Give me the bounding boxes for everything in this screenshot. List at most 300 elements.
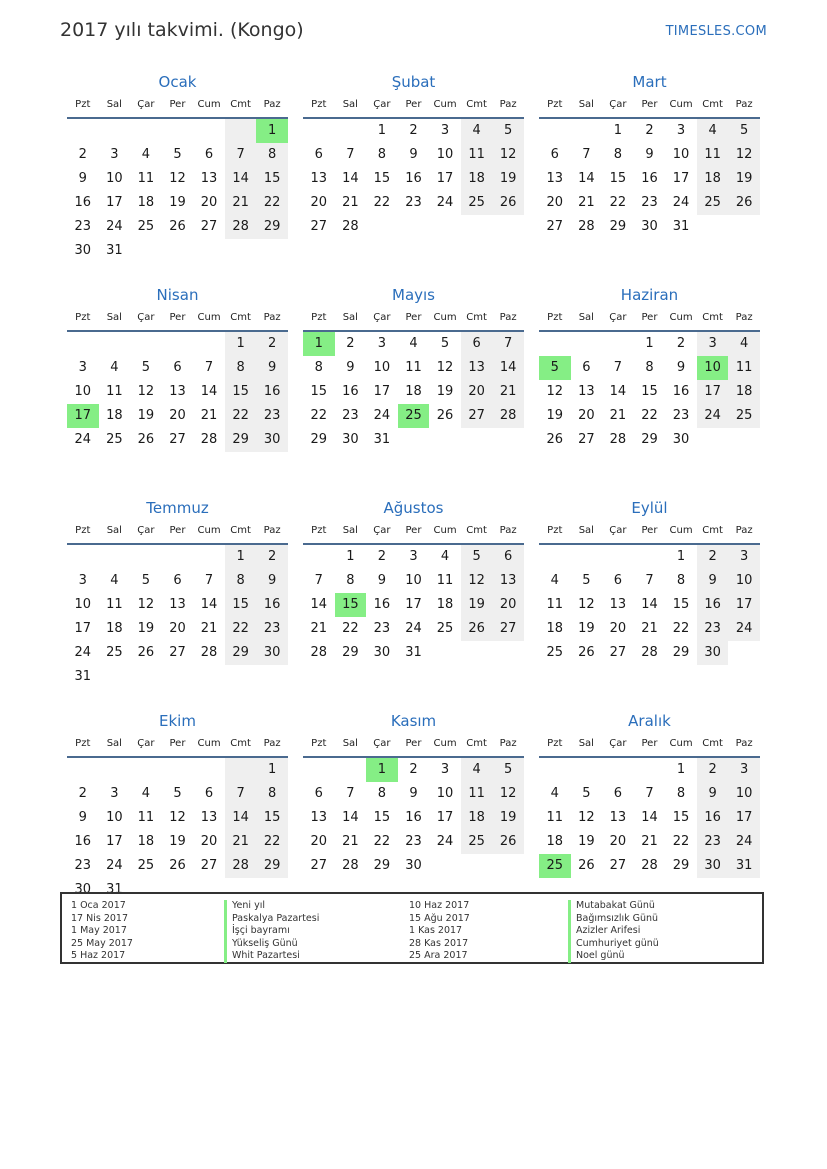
day-cell: 12	[546, 384, 564, 399]
weekday-label: Pzt	[547, 99, 563, 110]
day-cell: 19	[436, 384, 454, 399]
empty-cell	[303, 545, 335, 569]
day-cell: 31	[106, 243, 123, 258]
day-cell: 30	[641, 219, 658, 234]
day-cell: 20	[609, 621, 627, 636]
empty-cell	[634, 545, 666, 569]
day-cell: 19	[578, 834, 595, 849]
month-name: Aralık	[628, 712, 671, 730]
weekday-header	[539, 306, 760, 332]
empty-cell	[571, 758, 603, 782]
day-cell: 10	[436, 786, 454, 801]
day-cell: 14	[578, 171, 595, 186]
day-cell: 18	[106, 408, 123, 423]
weekday-label: Paz	[499, 312, 517, 323]
day-cell: 6	[492, 545, 524, 569]
weekday-label: Cmt	[702, 525, 723, 536]
day-cell: 23	[256, 617, 288, 641]
day-cell: 27	[461, 404, 493, 428]
weekday-header	[539, 93, 760, 119]
day-grid	[67, 758, 288, 902]
day-cell: 27	[310, 858, 328, 873]
month-calendar	[67, 72, 288, 285]
day-cell: 9	[409, 147, 418, 162]
day-cell: 7	[225, 143, 257, 167]
day-cell: 30	[74, 882, 92, 897]
day-cell: 28	[225, 854, 257, 878]
day-cell: 14	[310, 597, 328, 612]
day-cell: 25	[436, 621, 454, 636]
day-cell: 5	[173, 786, 182, 801]
legend-date: 17 Nis 2017	[71, 912, 128, 924]
holiday-day-cell: 25	[398, 404, 430, 428]
day-cell: 22	[609, 195, 627, 210]
day-cell: 2	[697, 545, 729, 569]
day-cell: 1	[613, 123, 623, 138]
day-cell: 28	[578, 219, 595, 234]
weekday-label: Per	[405, 312, 422, 323]
day-cell: 12	[137, 384, 155, 399]
legend-date: 25 May 2017	[71, 937, 133, 949]
day-grid	[67, 119, 288, 263]
legend-date: 1 Kas 2017	[409, 925, 463, 936]
day-cell: 20	[310, 195, 328, 210]
weekday-label: Cmt	[466, 525, 487, 536]
legend-date: 5 Haz 2017	[71, 950, 126, 961]
empty-cell	[602, 332, 634, 356]
day-cell: 16	[342, 384, 359, 399]
day-cell: 26	[578, 645, 595, 660]
day-cell: 25	[137, 858, 155, 873]
day-cell: 20	[546, 195, 564, 210]
day-cell: 5	[173, 147, 182, 162]
weekday-label: Per	[169, 525, 186, 536]
holiday-day-cell: 1	[303, 332, 335, 356]
day-cell: 6	[613, 573, 623, 588]
day-cell: 17	[106, 195, 123, 210]
day-cell: 2	[409, 123, 418, 138]
weekday-label: Pzt	[547, 738, 563, 749]
day-cell: 8	[613, 147, 623, 162]
day-cell: 18	[137, 195, 155, 210]
day-cell: 28	[641, 645, 658, 660]
day-cell: 28	[641, 858, 658, 873]
weekday-label: Sal	[578, 738, 594, 749]
holiday-day-cell: 5	[539, 356, 571, 380]
holiday-day-cell: 1	[366, 758, 398, 782]
day-cell: 7	[204, 573, 214, 588]
empty-cell	[303, 758, 335, 782]
day-cell: 30	[256, 641, 288, 665]
day-cell: 7	[314, 573, 323, 588]
legend-name: Paskalya Pazartesi	[224, 913, 319, 926]
legend-date: 1 Oca 2017	[71, 900, 126, 911]
day-cell: 15	[373, 810, 391, 825]
day-cell: 27	[310, 219, 328, 234]
day-cell: 10	[405, 573, 422, 588]
day-cell: 13	[492, 569, 524, 593]
day-cell: 22	[672, 834, 690, 849]
weekday-label: Cmt	[466, 99, 487, 110]
empty-cell	[67, 545, 99, 569]
day-cell: 26	[137, 645, 155, 660]
brand-link[interactable]: TIMESLES.COM	[665, 24, 767, 39]
day-cell: 25	[137, 219, 155, 234]
weekday-label: Çar	[609, 738, 627, 749]
day-cell: 11	[106, 384, 123, 399]
day-cell: 14	[641, 597, 658, 612]
day-cell: 19	[546, 408, 564, 423]
day-cell: 2	[409, 762, 418, 777]
weekday-header	[539, 519, 760, 545]
day-cell: 4	[697, 119, 729, 143]
day-cell: 4	[440, 549, 450, 564]
day-cell: 31	[728, 854, 760, 878]
weekday-label: Pzt	[311, 312, 327, 323]
day-cell: 30	[373, 645, 391, 660]
weekday-label: Paz	[499, 738, 517, 749]
day-cell: 9	[256, 569, 288, 593]
weekday-label: Pzt	[75, 738, 91, 749]
day-cell: 19	[169, 195, 186, 210]
legend-dates-right	[409, 900, 470, 963]
day-cell: 27	[609, 858, 627, 873]
day-cell: 20	[461, 380, 493, 404]
day-cell: 29	[672, 645, 690, 660]
day-cell: 7	[346, 147, 355, 162]
weekday-header	[303, 306, 524, 332]
legend-name: Whit Pazartesi	[224, 950, 319, 963]
day-cell: 10	[672, 147, 690, 162]
day-cell: 24	[728, 830, 760, 854]
day-cell: 4	[409, 336, 418, 351]
weekday-label: Sal	[106, 312, 122, 323]
day-cell: 13	[546, 171, 564, 186]
day-grid	[303, 332, 524, 452]
day-cell: 20	[578, 408, 595, 423]
legend-date: 15 Ağu 2017	[409, 912, 470, 924]
day-cell: 3	[110, 147, 119, 162]
day-cell: 26	[461, 617, 493, 641]
weekday-label: Çar	[609, 99, 627, 110]
day-cell: 16	[373, 597, 391, 612]
day-cell: 4	[461, 758, 493, 782]
legend-date: 25 Ara 2017	[409, 950, 468, 961]
day-cell: 6	[173, 360, 182, 375]
weekday-label: Pzt	[547, 312, 563, 323]
weekday-label: Pzt	[547, 525, 563, 536]
day-cell: 22	[373, 834, 391, 849]
day-cell: 8	[645, 360, 654, 375]
day-cell: 7	[225, 782, 257, 806]
day-cell: 24	[436, 834, 454, 849]
day-cell: 6	[204, 786, 214, 801]
weekday-label: Cum	[197, 312, 221, 323]
day-cell: 14	[609, 384, 627, 399]
weekday-label: Pzt	[75, 312, 91, 323]
day-cell: 21	[200, 621, 218, 636]
weekday-label: Paz	[263, 525, 281, 536]
day-cell: 15	[225, 593, 257, 617]
legend-date: 28 Kas 2017	[409, 937, 469, 949]
weekday-label: Paz	[263, 312, 281, 323]
weekday-label: Çar	[373, 525, 391, 536]
weekday-label: Çar	[137, 525, 155, 536]
day-cell: 25	[546, 645, 564, 660]
day-cell: 19	[492, 806, 524, 830]
day-cell: 8	[225, 569, 257, 593]
empty-cell	[539, 545, 571, 569]
empty-cell	[335, 758, 367, 782]
day-cell: 29	[256, 215, 288, 239]
day-cell: 3	[728, 758, 760, 782]
day-cell: 21	[578, 195, 595, 210]
weekday-label: Pzt	[75, 99, 91, 110]
day-cell: 20	[200, 834, 218, 849]
day-cell: 23	[405, 195, 422, 210]
month-calendar	[67, 285, 288, 498]
day-cell: 21	[310, 621, 328, 636]
day-cell: 24	[373, 408, 391, 423]
weekday-label: Sal	[106, 525, 122, 536]
day-cell: 9	[78, 171, 87, 186]
weekday-label: Cum	[433, 312, 457, 323]
weekday-label: Cmt	[702, 738, 723, 749]
day-cell: 17	[74, 621, 92, 636]
weekday-label: Per	[641, 738, 658, 749]
weekday-header	[539, 732, 760, 758]
day-cell: 12	[137, 597, 155, 612]
day-cell: 10	[436, 147, 454, 162]
day-cell: 13	[200, 810, 218, 825]
day-cell: 16	[641, 171, 658, 186]
empty-cell	[571, 119, 603, 143]
day-cell: 22	[672, 621, 690, 636]
day-cell: 13	[609, 597, 627, 612]
day-cell: 21	[225, 191, 257, 215]
weekday-label: Cum	[669, 312, 693, 323]
empty-cell	[335, 119, 367, 143]
day-cell: 1	[676, 762, 686, 777]
day-cell: 18	[546, 621, 564, 636]
day-cell: 5	[141, 360, 151, 375]
day-cell: 29	[310, 432, 328, 447]
legend-date: 10 Haz 2017	[409, 900, 470, 911]
legend-name: Yükseliş Günü	[224, 938, 319, 951]
day-cell: 31	[74, 669, 92, 684]
day-cell: 24	[697, 404, 729, 428]
empty-cell	[571, 545, 603, 569]
day-cell: 3	[78, 573, 87, 588]
holiday-legend	[60, 892, 764, 964]
day-cell: 8	[346, 573, 355, 588]
day-cell: 8	[676, 573, 686, 588]
weekday-label: Cum	[433, 738, 457, 749]
day-cell: 23	[342, 408, 359, 423]
day-cell: 5	[582, 573, 591, 588]
day-cell: 1	[676, 549, 686, 564]
day-cell: 18	[461, 806, 493, 830]
month-name: Şubat	[391, 73, 436, 91]
empty-cell	[67, 332, 99, 356]
month-name: Ağustos	[383, 499, 444, 517]
day-cell: 21	[641, 834, 658, 849]
day-cell: 21	[342, 834, 359, 849]
legend-name: Noel günü	[568, 950, 659, 963]
day-cell: 14	[492, 356, 524, 380]
empty-cell	[162, 332, 194, 356]
holiday-day-cell: 17	[67, 404, 99, 428]
day-cell: 22	[310, 408, 328, 423]
empty-cell	[303, 119, 335, 143]
day-grid	[303, 119, 524, 239]
day-cell: 24	[672, 195, 690, 210]
weekday-label: Çar	[373, 312, 391, 323]
weekday-label: Paz	[735, 312, 753, 323]
day-cell: 31	[672, 219, 690, 234]
day-cell: 17	[436, 810, 454, 825]
day-cell: 7	[613, 360, 623, 375]
weekday-label: Cmt	[230, 99, 251, 110]
day-cell: 23	[672, 408, 690, 423]
day-cell: 17	[728, 806, 760, 830]
day-cell: 5	[582, 786, 591, 801]
day-cell: 16	[256, 380, 288, 404]
empty-cell	[539, 332, 571, 356]
day-cell: 28	[492, 404, 524, 428]
day-cell: 10	[728, 569, 760, 593]
day-cell: 24	[74, 432, 92, 447]
empty-cell	[634, 758, 666, 782]
month-name: Kasım	[390, 712, 437, 730]
day-cell: 25	[697, 191, 729, 215]
weekday-label: Paz	[735, 525, 753, 536]
day-cell: 18	[436, 597, 454, 612]
day-cell: 22	[342, 621, 359, 636]
weekday-label: Per	[641, 525, 658, 536]
weekday-label: Çar	[609, 525, 627, 536]
weekday-label: Cmt	[466, 738, 487, 749]
weekday-label: Cmt	[702, 99, 723, 110]
day-cell: 15	[256, 167, 288, 191]
empty-cell	[99, 119, 131, 143]
page-title: 2017 yılı takvimi. (Kongo)	[60, 19, 304, 41]
day-cell: 15	[225, 380, 257, 404]
weekday-label: Cum	[669, 525, 693, 536]
legend-name: Mutabakat Günü	[568, 900, 659, 913]
day-cell: 9	[346, 360, 355, 375]
day-cell: 15	[310, 384, 328, 399]
month-calendar	[303, 498, 524, 711]
day-cell: 11	[436, 573, 454, 588]
day-cell: 4	[141, 147, 151, 162]
day-cell: 16	[405, 171, 422, 186]
empty-cell	[193, 758, 225, 782]
day-cell: 10	[74, 384, 92, 399]
weekday-label: Cmt	[466, 312, 487, 323]
weekday-header	[303, 519, 524, 545]
day-cell: 12	[436, 360, 454, 375]
day-grid	[67, 332, 288, 452]
day-cell: 10	[106, 171, 123, 186]
day-cell: 27	[492, 617, 524, 641]
empty-cell	[193, 119, 225, 143]
day-cell: 23	[697, 617, 729, 641]
empty-cell	[602, 545, 634, 569]
day-cell: 26	[169, 858, 186, 873]
day-cell: 13	[609, 810, 627, 825]
weekday-label: Cum	[433, 99, 457, 110]
day-cell: 23	[641, 195, 658, 210]
empty-cell	[99, 758, 131, 782]
day-cell: 22	[225, 617, 257, 641]
day-cell: 26	[492, 830, 524, 854]
day-grid	[539, 332, 760, 452]
day-cell: 7	[645, 573, 654, 588]
day-cell: 10	[728, 782, 760, 806]
day-cell: 2	[256, 545, 288, 569]
holiday-day-cell: 10	[697, 356, 729, 380]
day-cell: 30	[256, 428, 288, 452]
day-cell: 18	[106, 621, 123, 636]
day-cell: 12	[728, 143, 760, 167]
legend-name: Azizler Arifesi	[568, 925, 659, 938]
empty-cell	[99, 545, 131, 569]
day-cell: 31	[373, 432, 391, 447]
day-cell: 13	[169, 384, 186, 399]
weekday-label: Paz	[499, 99, 517, 110]
weekday-label: Çar	[609, 312, 627, 323]
day-cell: 17	[672, 171, 690, 186]
day-cell: 12	[461, 569, 493, 593]
weekday-label: Sal	[578, 312, 594, 323]
day-cell: 27	[578, 432, 595, 447]
weekday-label: Sal	[106, 99, 122, 110]
legend-names-left	[224, 900, 319, 963]
day-cell: 22	[256, 191, 288, 215]
day-cell: 23	[697, 830, 729, 854]
day-cell: 7	[204, 360, 214, 375]
day-cell: 26	[546, 432, 564, 447]
day-cell: 25	[106, 432, 123, 447]
day-cell: 23	[373, 621, 391, 636]
empty-cell	[162, 758, 194, 782]
day-cell: 15	[609, 171, 627, 186]
day-cell: 30	[697, 854, 729, 878]
day-cell: 11	[461, 782, 493, 806]
day-cell: 11	[697, 143, 729, 167]
day-cell: 30	[697, 641, 729, 665]
day-cell: 6	[461, 332, 493, 356]
day-cell: 21	[641, 621, 658, 636]
day-cell: 25	[106, 645, 123, 660]
day-cell: 3	[78, 360, 87, 375]
day-cell: 8	[256, 782, 288, 806]
day-cell: 7	[346, 786, 355, 801]
day-cell: 18	[405, 384, 422, 399]
day-cell: 27	[609, 645, 627, 660]
day-cell: 20	[492, 593, 524, 617]
weekday-label: Sal	[342, 738, 358, 749]
month-calendar	[303, 285, 524, 498]
day-cell: 25	[461, 830, 493, 854]
weekday-label: Çar	[137, 99, 155, 110]
day-cell: 11	[137, 171, 155, 186]
day-cell: 3	[440, 123, 450, 138]
day-cell: 10	[106, 810, 123, 825]
day-cell: 2	[377, 549, 387, 564]
day-cell: 19	[492, 167, 524, 191]
